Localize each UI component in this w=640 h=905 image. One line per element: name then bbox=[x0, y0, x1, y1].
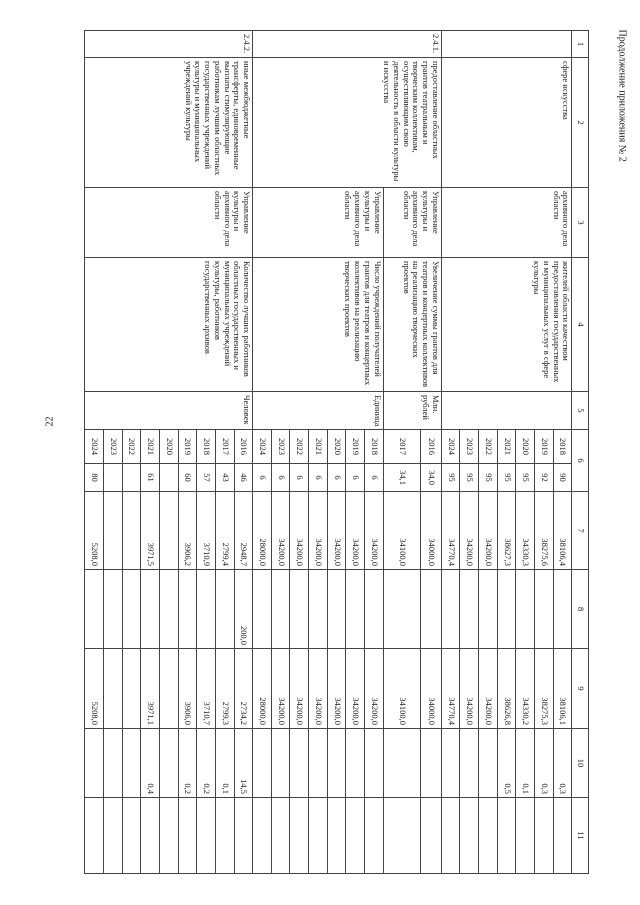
value-cell bbox=[159, 464, 178, 492]
value-cell bbox=[122, 649, 141, 729]
value-cell: 3971,5 bbox=[141, 492, 160, 570]
value-cell: 3906,0 bbox=[178, 649, 197, 729]
value-cell bbox=[346, 729, 365, 798]
value-cell: 34200,0 bbox=[346, 649, 365, 729]
item-number-cell bbox=[441, 31, 572, 58]
value-cell: 95 bbox=[497, 464, 516, 492]
year-cell: 2023 bbox=[103, 430, 122, 464]
item-number-cell: 2.4.1. bbox=[253, 31, 442, 58]
year-cell: 2018 bbox=[553, 430, 572, 464]
value-cell: 34200,0 bbox=[479, 492, 498, 570]
value-cell: 0,2 bbox=[197, 729, 216, 798]
value-cell bbox=[103, 492, 122, 570]
value-cell bbox=[346, 570, 365, 649]
program-table bbox=[84, 30, 589, 874]
value-cell bbox=[479, 729, 498, 798]
value-cell: 3710,9 bbox=[197, 492, 216, 570]
year-cell: 2019 bbox=[535, 430, 554, 464]
year-cell: 2021 bbox=[141, 430, 160, 464]
rotated-table-wrapper bbox=[84, 30, 589, 873]
value-cell: 38275,3 bbox=[535, 649, 554, 729]
value-cell bbox=[421, 570, 442, 649]
value-cell: 6 bbox=[290, 464, 309, 492]
value-cell: 95 bbox=[516, 464, 535, 492]
value-cell bbox=[122, 798, 141, 874]
year-cell: 2017 bbox=[383, 430, 420, 464]
value-cell: 34,0 bbox=[421, 464, 442, 492]
value-cell: 34200,0 bbox=[290, 649, 309, 729]
value-cell bbox=[159, 649, 178, 729]
value-cell bbox=[197, 570, 216, 649]
value-cell: 34200,0 bbox=[365, 492, 384, 570]
value-cell bbox=[159, 729, 178, 798]
value-cell bbox=[383, 570, 420, 649]
indicator-cell: Число учреждений получателей грантов для театров и концертных коллективов на реализацию творческих проектов bbox=[253, 258, 384, 392]
value-cell bbox=[365, 570, 384, 649]
value-cell bbox=[309, 729, 328, 798]
value-cell bbox=[516, 798, 535, 874]
executor-cell: архивного дела области bbox=[441, 188, 572, 258]
year-cell: 2016 bbox=[421, 430, 442, 464]
value-cell bbox=[253, 798, 272, 874]
unit-cell: Млн. рублей bbox=[383, 392, 441, 430]
value-cell bbox=[103, 570, 122, 649]
value-cell bbox=[253, 570, 272, 649]
unit-cell: Единица bbox=[253, 392, 384, 430]
value-cell: 34100,0 bbox=[383, 649, 420, 729]
value-cell: 34200,0 bbox=[479, 649, 498, 729]
unit-cell: Человек bbox=[85, 392, 253, 430]
value-cell: 34000,0 bbox=[421, 649, 442, 729]
value-cell bbox=[383, 798, 420, 874]
value-cell bbox=[290, 570, 309, 649]
value-cell bbox=[497, 570, 516, 649]
table-row bbox=[234, 31, 253, 874]
value-cell bbox=[103, 649, 122, 729]
value-cell: 34200,0 bbox=[290, 492, 309, 570]
value-cell bbox=[122, 729, 141, 798]
executor-cell: Управление культуры и архивного дела области bbox=[383, 188, 441, 258]
value-cell bbox=[460, 798, 479, 874]
col-header: 11 bbox=[572, 798, 589, 874]
year-cell: 2021 bbox=[309, 430, 328, 464]
value-cell: 6 bbox=[253, 464, 272, 492]
value-cell: 0,5 bbox=[497, 729, 516, 798]
value-cell: 34,1 bbox=[383, 464, 420, 492]
value-cell: 38626,8 bbox=[497, 649, 516, 729]
value-cell: 38106,1 bbox=[553, 649, 572, 729]
year-cell: 2024 bbox=[253, 430, 272, 464]
value-cell: 28000,0 bbox=[253, 649, 272, 729]
executor-cell: Управление культуры и архивного дела области bbox=[253, 188, 384, 258]
value-cell: 34200,0 bbox=[309, 492, 328, 570]
value-cell bbox=[178, 570, 197, 649]
col-header: 8 bbox=[572, 570, 589, 649]
value-cell: 46 bbox=[234, 464, 253, 492]
value-cell: 0,2 bbox=[178, 729, 197, 798]
value-cell bbox=[421, 798, 442, 874]
value-cell bbox=[85, 798, 104, 874]
value-cell bbox=[85, 729, 104, 798]
value-cell bbox=[327, 798, 346, 874]
value-cell: 34330,3 bbox=[516, 492, 535, 570]
value-cell bbox=[535, 570, 554, 649]
col-header: 6 bbox=[572, 430, 589, 492]
value-cell bbox=[253, 729, 272, 798]
value-cell bbox=[535, 798, 554, 874]
year-cell: 2016 bbox=[234, 430, 253, 464]
value-cell bbox=[365, 729, 384, 798]
value-cell: 14,5 bbox=[234, 729, 253, 798]
value-cell: 38275,6 bbox=[535, 492, 554, 570]
value-cell bbox=[460, 570, 479, 649]
value-cell: 34770,4 bbox=[441, 492, 460, 570]
value-cell: 38106,4 bbox=[553, 492, 572, 570]
year-cell: 2020 bbox=[159, 430, 178, 464]
value-cell: 34200,0 bbox=[271, 492, 290, 570]
value-cell bbox=[215, 798, 234, 874]
value-cell bbox=[122, 570, 141, 649]
col-header: 10 bbox=[572, 729, 589, 798]
value-cell: 34200,0 bbox=[346, 492, 365, 570]
value-cell bbox=[178, 798, 197, 874]
value-cell bbox=[290, 798, 309, 874]
value-cell: 34200,0 bbox=[460, 649, 479, 729]
value-cell: 34200,0 bbox=[365, 649, 384, 729]
indicator-cell: Количество лучших работников областных государственных и муниципальных учреждений культуры, работников государственных архивов bbox=[85, 258, 253, 392]
value-cell bbox=[141, 798, 160, 874]
col-header: 4 bbox=[572, 258, 589, 392]
value-cell bbox=[553, 798, 572, 874]
value-cell: 3906,2 bbox=[178, 492, 197, 570]
value-cell bbox=[460, 729, 479, 798]
indicator-cell: Увеличение суммы грантов для театров и концертных коллективов на реализацию творческих проектов bbox=[383, 258, 441, 392]
page-number: 22 bbox=[44, 416, 56, 427]
value-cell bbox=[497, 798, 516, 874]
value-cell: 34770,4 bbox=[441, 649, 460, 729]
year-cell: 2020 bbox=[516, 430, 535, 464]
col-header: 1 bbox=[572, 31, 589, 58]
appendix-label: Продолжение приложения № 2 bbox=[616, 29, 628, 162]
value-cell: 34200,0 bbox=[327, 492, 346, 570]
value-cell bbox=[479, 798, 498, 874]
value-cell bbox=[159, 492, 178, 570]
value-cell bbox=[327, 570, 346, 649]
value-cell bbox=[103, 798, 122, 874]
value-cell bbox=[441, 729, 460, 798]
value-cell: 2734,2 bbox=[234, 649, 253, 729]
value-cell: 43 bbox=[215, 464, 234, 492]
year-cell: 2022 bbox=[290, 430, 309, 464]
col-header: 7 bbox=[572, 492, 589, 570]
year-cell: 2021 bbox=[497, 430, 516, 464]
value-cell bbox=[553, 570, 572, 649]
item-name-cell: сфере искусства bbox=[441, 58, 572, 188]
value-cell: 6 bbox=[271, 464, 290, 492]
value-cell bbox=[215, 570, 234, 649]
value-cell bbox=[421, 729, 442, 798]
value-cell: 0,1 bbox=[516, 729, 535, 798]
item-number-cell: 2.4.2. bbox=[85, 31, 253, 58]
col-header: 2 bbox=[572, 58, 589, 188]
value-cell: 0,3 bbox=[535, 729, 554, 798]
value-cell: 6 bbox=[346, 464, 365, 492]
value-cell bbox=[327, 729, 346, 798]
value-cell: 3971,1 bbox=[141, 649, 160, 729]
value-cell: 95 bbox=[479, 464, 498, 492]
col-header: 5 bbox=[572, 392, 589, 430]
value-cell: 34200,0 bbox=[271, 649, 290, 729]
col-header: 9 bbox=[572, 649, 589, 729]
value-cell bbox=[85, 570, 104, 649]
value-cell: 34200,0 bbox=[309, 649, 328, 729]
year-cell: 2018 bbox=[197, 430, 216, 464]
value-cell bbox=[234, 798, 253, 874]
value-cell: 0,1 bbox=[215, 729, 234, 798]
value-cell: 6 bbox=[327, 464, 346, 492]
value-cell: 61 bbox=[141, 464, 160, 492]
executor-cell: Управление культуры и архивного дела области bbox=[85, 188, 253, 258]
value-cell: 34200,0 bbox=[327, 649, 346, 729]
value-cell: 6 bbox=[309, 464, 328, 492]
year-cell: 2018 bbox=[365, 430, 384, 464]
value-cell: 5208,0 bbox=[85, 649, 104, 729]
year-cell: 2024 bbox=[85, 430, 104, 464]
value-cell: 0,3 bbox=[553, 729, 572, 798]
value-cell bbox=[159, 798, 178, 874]
item-name-cell: предоставление областных грантов театральным и творческим коллективам, осуществляющим свою деятельность в области культуры и искусства bbox=[253, 58, 442, 188]
value-cell: 34100,0 bbox=[383, 492, 420, 570]
value-cell: 90 bbox=[553, 464, 572, 492]
value-cell: 2799,3 bbox=[215, 649, 234, 729]
value-cell: 38627,3 bbox=[497, 492, 516, 570]
value-cell bbox=[441, 798, 460, 874]
value-cell bbox=[103, 464, 122, 492]
value-cell: 34330,2 bbox=[516, 649, 535, 729]
year-cell: 2019 bbox=[346, 430, 365, 464]
unit-cell bbox=[441, 392, 572, 430]
value-cell: 6 bbox=[365, 464, 384, 492]
value-cell bbox=[122, 464, 141, 492]
value-cell bbox=[197, 798, 216, 874]
value-cell bbox=[309, 570, 328, 649]
value-cell bbox=[271, 729, 290, 798]
value-cell: 0,4 bbox=[141, 729, 160, 798]
value-cell: 2948,7 bbox=[234, 492, 253, 570]
value-cell bbox=[141, 570, 160, 649]
value-cell: 28000,0 bbox=[253, 492, 272, 570]
value-cell: 95 bbox=[441, 464, 460, 492]
value-cell: 92 bbox=[535, 464, 554, 492]
value-cell bbox=[290, 729, 309, 798]
indicator-cell: жителей области качеством предоставления государственных и муниципальных услуг в сфере культуры bbox=[441, 258, 572, 392]
year-cell: 2019 bbox=[178, 430, 197, 464]
value-cell bbox=[271, 570, 290, 649]
value-cell: 60 bbox=[178, 464, 197, 492]
year-cell: 2023 bbox=[460, 430, 479, 464]
year-cell: 2022 bbox=[479, 430, 498, 464]
year-cell: 2020 bbox=[327, 430, 346, 464]
year-cell: 2017 bbox=[215, 430, 234, 464]
value-cell bbox=[271, 798, 290, 874]
value-cell bbox=[159, 570, 178, 649]
value-cell: 34000,0 bbox=[421, 492, 442, 570]
col-header: 3 bbox=[572, 188, 589, 258]
table-row bbox=[421, 31, 442, 874]
value-cell bbox=[346, 798, 365, 874]
value-cell: 5208,0 bbox=[85, 492, 104, 570]
item-name-cell: иные межбюджетные трансферты, единовременные выплаты стимулирующие работникам лучшим областных государственных учреждений культуры и муниципальных учреждений культуры bbox=[85, 58, 253, 188]
value-cell bbox=[441, 570, 460, 649]
value-cell bbox=[516, 570, 535, 649]
table-row bbox=[572, 31, 589, 874]
year-cell: 2024 bbox=[441, 430, 460, 464]
value-cell bbox=[103, 729, 122, 798]
value-cell: 2799,4 bbox=[215, 492, 234, 570]
year-cell: 2022 bbox=[122, 430, 141, 464]
table-row bbox=[553, 31, 572, 874]
value-cell: 3710,7 bbox=[197, 649, 216, 729]
value-cell: 34200,0 bbox=[460, 492, 479, 570]
value-cell bbox=[479, 570, 498, 649]
year-cell: 2023 bbox=[271, 430, 290, 464]
value-cell bbox=[122, 492, 141, 570]
value-cell bbox=[383, 729, 420, 798]
value-cell bbox=[365, 798, 384, 874]
value-cell bbox=[309, 798, 328, 874]
value-cell: 80 bbox=[85, 464, 104, 492]
value-cell: 200,0 bbox=[234, 570, 253, 649]
value-cell: 95 bbox=[460, 464, 479, 492]
value-cell: 57 bbox=[197, 464, 216, 492]
